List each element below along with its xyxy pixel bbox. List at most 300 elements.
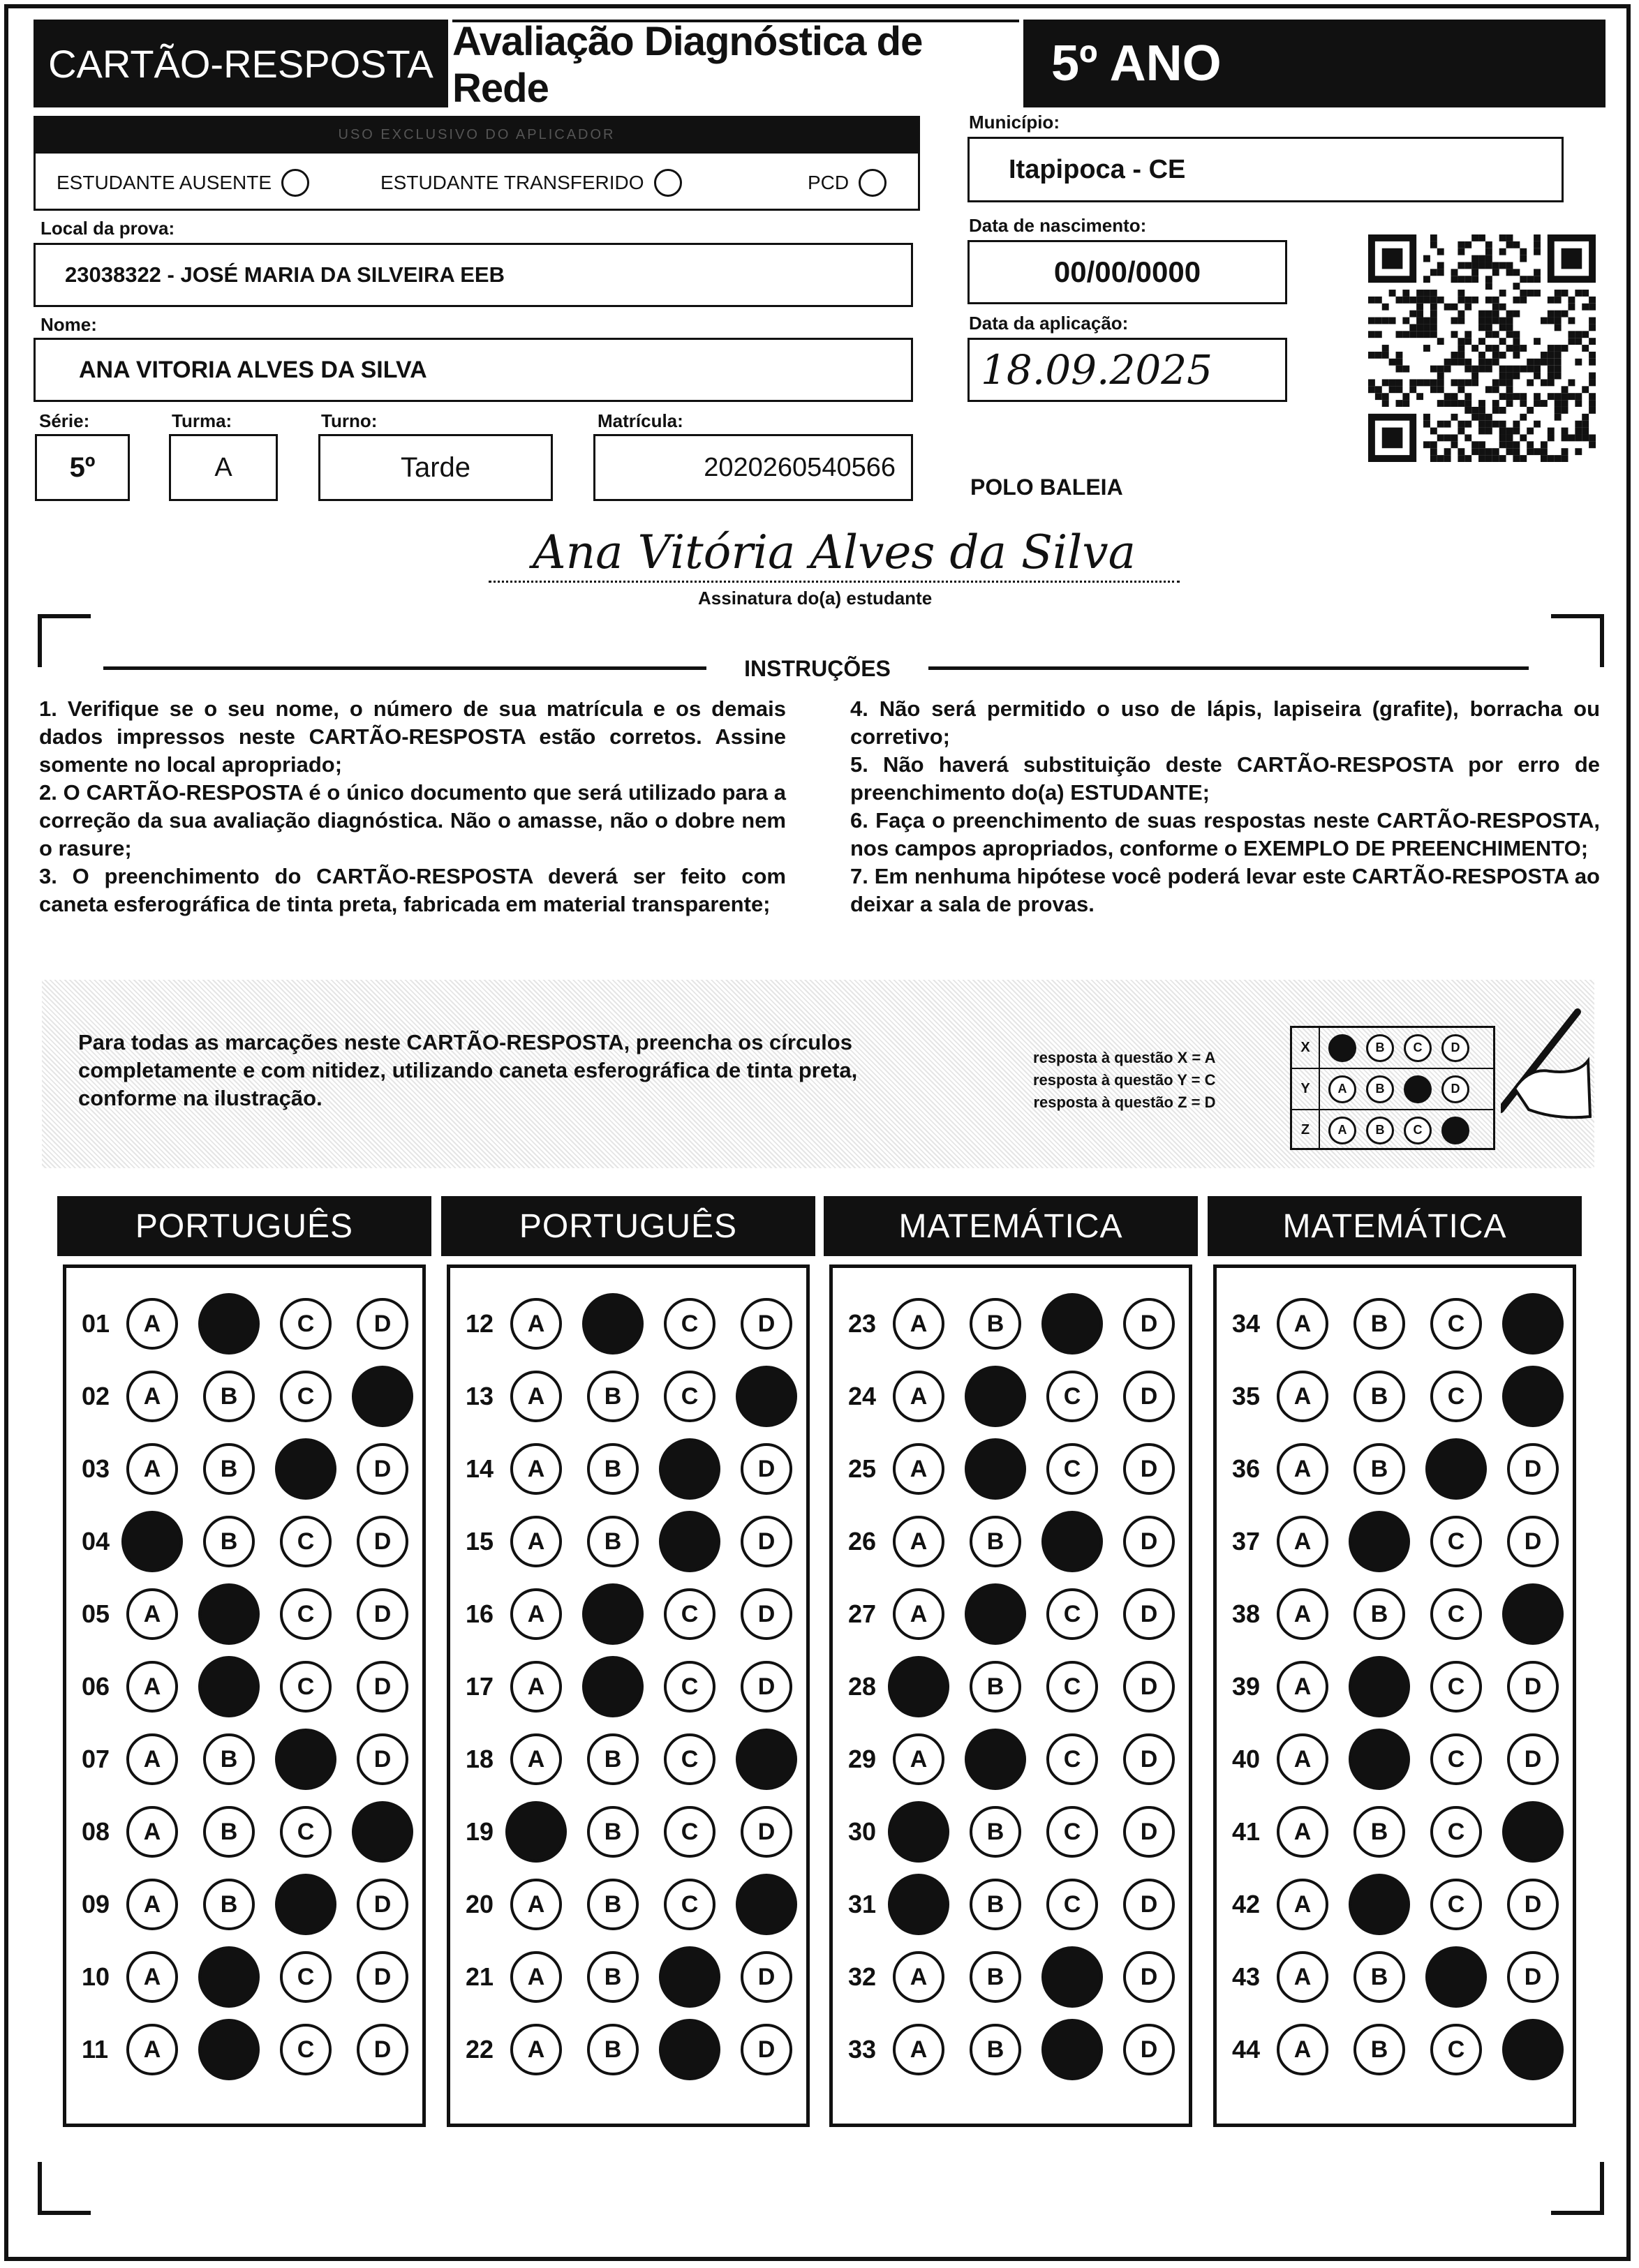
answer-bubble-d[interactable]: D [741, 1298, 792, 1350]
question-number: 16 [466, 1599, 494, 1628]
answer-bubble-b-filled[interactable] [582, 1656, 644, 1717]
question-row [82, 1505, 408, 1578]
answer-bubble-b[interactable]: B [203, 1733, 255, 1785]
answer-bubble-d-filled[interactable] [736, 1366, 797, 1427]
answer-bubble-c-filled[interactable] [1041, 1293, 1103, 1355]
question-number: 24 [848, 1382, 877, 1410]
answer-bubble-a[interactable]: A [893, 1371, 944, 1422]
answer-bubble-a[interactable]: A [126, 1951, 178, 2003]
instruction-1: 1. Verifique se o seu nome, o número de sua matrícula e os demais dados impressos neste CARTÃO-RESPOSTA estão corretos. Assine somente no local apropriado; [39, 696, 786, 777]
example-bubble-c-filled [1404, 1075, 1432, 1103]
answer-bubble-a[interactable]: A [510, 1443, 562, 1495]
answer-bubble-d[interactable]: D [357, 1661, 408, 1713]
answer-bubble-c[interactable]: C [664, 1806, 715, 1858]
answer-bubble-c[interactable]: C [664, 1733, 715, 1785]
answer-bubble-a[interactable]: A [510, 2024, 562, 2075]
answer-bubble-a[interactable]: A [126, 1661, 178, 1713]
example-bubble-b: B [1366, 1075, 1394, 1103]
question-number: 32 [848, 1962, 877, 1991]
answer-bubble-c-filled[interactable] [275, 1729, 336, 1790]
question-number: 15 [466, 1527, 494, 1555]
question-row [82, 1433, 408, 1505]
answer-bubble-d[interactable]: D [1123, 1661, 1175, 1713]
answer-bubble-a[interactable]: A [126, 1806, 178, 1858]
answer-bubble-c[interactable]: C [280, 2024, 332, 2075]
question-number: 42 [1232, 1890, 1261, 1918]
answer-bubble-d[interactable]: D [1123, 1298, 1175, 1350]
answer-bubble-b-filled[interactable] [198, 1656, 260, 1717]
question-row [848, 2013, 1175, 2086]
answer-bubble-c-filled[interactable] [1041, 1511, 1103, 1572]
answer-bubble-d[interactable]: D [1123, 1951, 1175, 2003]
answer-bubble-c-filled[interactable] [1041, 1946, 1103, 2008]
question-number: 44 [1232, 2035, 1261, 2064]
status-transferred[interactable] [380, 169, 682, 197]
answer-bubble-b-filled[interactable] [582, 1293, 644, 1355]
answer-bubble-a[interactable]: A [1277, 1661, 1328, 1713]
answer-bubble-b[interactable]: B [1354, 1371, 1405, 1422]
question-number: 34 [1232, 1309, 1261, 1338]
answer-bubble-a[interactable]: A [1277, 1516, 1328, 1567]
answer-bubble-b[interactable]: B [1354, 1588, 1405, 1640]
example-bubble-b: B [1366, 1117, 1394, 1144]
answer-bubble-c-filled[interactable] [1425, 1946, 1487, 2008]
question-number: 13 [466, 1382, 494, 1410]
answer-bubble-d[interactable]: D [1507, 1661, 1559, 1713]
answer-bubble-c[interactable]: C [1046, 1371, 1098, 1422]
question-number: 01 [82, 1309, 110, 1338]
answer-bubble-b[interactable]: B [587, 1879, 639, 1930]
example-bubble-a-filled [1328, 1034, 1356, 1062]
answer-bubble-d[interactable]: D [1123, 1516, 1175, 1567]
answer-bubble-c[interactable]: C [664, 1298, 715, 1350]
section-box-2 [447, 1264, 810, 2127]
answer-bubble-a-filled[interactable] [121, 1511, 183, 1572]
answer-bubble-c[interactable]: C [1430, 1298, 1482, 1350]
question-row [1232, 1868, 1559, 1941]
answer-bubble-a[interactable]: A [893, 1951, 944, 2003]
question-number: 18 [466, 1745, 494, 1773]
question-row [82, 1578, 408, 1650]
question-number: 07 [82, 1745, 110, 1773]
answer-bubble-d[interactable]: D [741, 2024, 792, 2075]
local-label: Local da prova: [40, 218, 175, 239]
answer-bubble-d[interactable]: D [741, 1443, 792, 1495]
answer-bubble-c[interactable]: C [280, 1661, 332, 1713]
instructions-left-col [39, 695, 786, 918]
answer-bubble-c[interactable]: C [280, 1588, 332, 1640]
question-row [82, 1796, 408, 1868]
example-bubble-d: D [1441, 1075, 1469, 1103]
question-row [1232, 1650, 1559, 1723]
answer-bubble-c-filled[interactable] [659, 2019, 720, 2080]
example-row [1292, 1110, 1493, 1150]
example-bubble-d-filled [1441, 1117, 1469, 1144]
question-number: 12 [466, 1309, 494, 1338]
nascimento-label: Data de nascimento: [969, 215, 1147, 236]
question-row [466, 1288, 792, 1360]
answer-bubble-b[interactable]: B [203, 1879, 255, 1930]
answer-bubble-c[interactable]: C [664, 1371, 715, 1422]
answer-bubble-a[interactable]: A [1277, 1371, 1328, 1422]
question-row [466, 1868, 792, 1941]
answer-bubble-a[interactable]: A [893, 1298, 944, 1350]
answer-bubble-b[interactable]: B [203, 1806, 255, 1858]
answer-bubble-a[interactable]: A [510, 1879, 562, 1930]
answer-bubble-a[interactable]: A [126, 1371, 178, 1422]
question-row [466, 1650, 792, 1723]
answer-bubble-d[interactable]: D [1123, 1806, 1175, 1858]
answer-bubble-b[interactable]: B [203, 1516, 255, 1567]
question-row [1232, 1796, 1559, 1868]
answer-bubble-a[interactable]: A [510, 1661, 562, 1713]
answer-bubble-d[interactable]: D [741, 1661, 792, 1713]
answer-bubble-c[interactable]: C [280, 1516, 332, 1567]
answer-bubble-c[interactable]: C [1430, 1516, 1482, 1567]
status-absent-circle[interactable] [281, 169, 309, 197]
example-grid [1290, 1026, 1495, 1150]
answer-bubble-b[interactable]: B [970, 2024, 1021, 2075]
answer-bubble-b[interactable]: B [587, 1951, 639, 2003]
answer-bubble-b[interactable]: B [587, 1733, 639, 1785]
question-number: 17 [466, 1672, 494, 1701]
question-number: 39 [1232, 1672, 1261, 1701]
example-row [1292, 1069, 1493, 1110]
answer-bubble-b-filled[interactable] [198, 1946, 260, 2008]
example-text: Para todas as marcações neste CARTÃO-RESPOSTA, preencha os círculos completamente e com nitidez, utilizando caneta esferográfica de tinta preta, conforme na ilustração. [78, 1030, 858, 1110]
answer-bubble-b[interactable]: B [203, 1371, 255, 1422]
answer-bubble-d[interactable]: D [1123, 1733, 1175, 1785]
answer-bubble-d-filled[interactable] [1502, 1801, 1564, 1863]
answer-bubble-d[interactable]: D [1123, 1588, 1175, 1640]
answer-bubble-a[interactable]: A [1277, 2024, 1328, 2075]
section-box-1 [63, 1264, 426, 2127]
answer-bubble-b-filled[interactable] [965, 1729, 1026, 1790]
answer-bubble-d[interactable]: D [357, 1733, 408, 1785]
serie-field: 5º [35, 434, 130, 501]
answer-bubble-a[interactable]: A [510, 1516, 562, 1567]
turma-label: Turma: [172, 410, 232, 431]
question-number: 26 [848, 1527, 877, 1555]
question-row [848, 1288, 1175, 1360]
example-legend [1033, 1047, 1215, 1114]
answer-bubble-d[interactable]: D [357, 1298, 408, 1350]
answer-bubble-c[interactable]: C [1430, 1588, 1482, 1640]
answer-bubble-d[interactable]: D [357, 1951, 408, 2003]
question-row [848, 1868, 1175, 1941]
answer-bubble-d[interactable]: D [1123, 1879, 1175, 1930]
question-number: 04 [82, 1527, 110, 1555]
question-row [82, 1941, 408, 2013]
answer-bubble-d-filled[interactable] [1502, 2019, 1564, 2080]
answer-bubble-d[interactable]: D [1123, 1371, 1175, 1422]
answer-bubble-a[interactable]: A [1277, 1951, 1328, 2003]
instructions-rule-left [103, 666, 706, 670]
answer-bubble-a[interactable]: A [510, 1371, 562, 1422]
answer-bubble-b[interactable]: B [587, 2024, 639, 2075]
question-row [848, 1941, 1175, 2013]
serie-label: Série: [39, 410, 90, 431]
answer-bubble-a[interactable]: A [893, 1443, 944, 1495]
instruction-5: 5. Não haverá substituição deste CARTÃO-RESPOSTA por erro de preenchimento do(a) ESTUDANTE; [850, 752, 1600, 805]
legend-x: resposta à questão X = A [1033, 1049, 1216, 1066]
answer-bubble-a-filled[interactable] [888, 1801, 949, 1863]
answer-bubble-c[interactable]: C [1046, 1733, 1098, 1785]
question-number: 14 [466, 1454, 494, 1483]
answer-bubble-a[interactable]: A [1277, 1298, 1328, 1350]
answer-bubble-a[interactable]: A [1277, 1879, 1328, 1930]
question-row [848, 1650, 1175, 1723]
answer-bubble-c[interactable]: C [280, 1298, 332, 1350]
aplicacao-field: 18.09.2025 [967, 338, 1287, 402]
question-row [466, 1505, 792, 1578]
answer-bubble-d[interactable]: D [1507, 1516, 1559, 1567]
answer-bubble-a[interactable]: A [510, 1733, 562, 1785]
pen-hand-illustration [1501, 1005, 1592, 1124]
answer-bubble-c[interactable]: C [280, 1806, 332, 1858]
answer-bubble-c-filled[interactable] [1425, 1438, 1487, 1500]
answer-bubble-c[interactable]: C [664, 1661, 715, 1713]
answer-bubble-c[interactable]: C [1430, 1733, 1482, 1785]
question-number: 09 [82, 1890, 110, 1918]
question-number: 38 [1232, 1599, 1261, 1628]
answer-bubble-b-filled[interactable] [965, 1583, 1026, 1645]
section-header-1: PORTUGUÊS [57, 1196, 431, 1256]
nome-label: Nome: [40, 314, 97, 335]
question-row [1232, 1433, 1559, 1505]
answer-bubble-b[interactable]: B [587, 1443, 639, 1495]
question-row [848, 1578, 1175, 1650]
answer-bubble-b[interactable]: B [1354, 1951, 1405, 2003]
question-row [848, 1433, 1175, 1505]
question-row [466, 2013, 792, 2086]
answer-bubble-d[interactable]: D [357, 1516, 408, 1567]
answer-bubble-d-filled[interactable] [736, 1874, 797, 1935]
answer-bubble-a[interactable]: A [126, 1733, 178, 1785]
signature-label: Assinatura do(a) estudante [698, 588, 933, 609]
answer-bubble-d[interactable]: D [1123, 1443, 1175, 1495]
question-number: 27 [848, 1599, 877, 1628]
turma-field: A [169, 434, 278, 501]
example-row [1292, 1028, 1493, 1069]
question-number: 08 [82, 1817, 110, 1846]
answer-bubble-d[interactable]: D [741, 1951, 792, 2003]
answer-bubble-c[interactable]: C [1430, 1371, 1482, 1422]
answer-bubble-a-filled[interactable] [505, 1801, 567, 1863]
question-row [1232, 1360, 1559, 1433]
answer-bubble-b[interactable]: B [970, 1879, 1021, 1930]
status-absent-label: ESTUDANTE AUSENTE [57, 172, 272, 193]
answer-bubble-a[interactable]: A [510, 1298, 562, 1350]
answer-bubble-b[interactable]: B [970, 1661, 1021, 1713]
answer-bubble-b[interactable]: B [1354, 1298, 1405, 1350]
answer-bubble-d[interactable]: D [357, 1443, 408, 1495]
answer-bubble-a[interactable]: A [126, 1588, 178, 1640]
nascimento-field: 00/00/0000 [967, 240, 1287, 304]
status-absent[interactable] [57, 169, 309, 197]
answer-bubble-c[interactable]: C [1046, 1661, 1098, 1713]
answer-bubble-d[interactable]: D [741, 1588, 792, 1640]
answer-bubble-a[interactable]: A [1277, 1588, 1328, 1640]
answer-bubble-d-filled[interactable] [352, 1366, 413, 1427]
example-key: Z [1292, 1110, 1320, 1150]
answer-bubble-b-filled[interactable] [1349, 1656, 1410, 1717]
question-row [466, 1941, 792, 2013]
answer-bubble-a[interactable]: A [893, 1516, 944, 1567]
question-number: 25 [848, 1454, 877, 1483]
corner-top-left [38, 614, 91, 667]
question-number: 10 [82, 1962, 110, 1991]
section-header-3: MATEMÁTICA [824, 1196, 1198, 1256]
section-box-4 [1213, 1264, 1576, 2127]
question-row [82, 1360, 408, 1433]
answer-bubble-d[interactable]: D [1507, 1951, 1559, 2003]
answer-bubble-d-filled[interactable] [1502, 1583, 1564, 1645]
answer-bubble-b[interactable]: B [1354, 1806, 1405, 1858]
answer-bubble-b[interactable]: B [970, 1806, 1021, 1858]
answer-bubble-c[interactable]: C [280, 1951, 332, 2003]
answer-bubble-d-filled[interactable] [736, 1729, 797, 1790]
answer-bubble-c[interactable]: C [1046, 1879, 1098, 1930]
answer-bubble-b-filled[interactable] [1349, 1874, 1410, 1935]
answer-bubble-c-filled[interactable] [659, 1438, 720, 1500]
answer-bubble-a-filled[interactable] [888, 1656, 949, 1717]
polo-label: POLO BALEIA [970, 475, 1123, 500]
instructions-title: INSTRUÇÕES [744, 656, 891, 681]
matricula-label: Matrícula: [598, 410, 683, 431]
answer-bubble-b[interactable]: B [1354, 2024, 1405, 2075]
answer-bubble-c[interactable]: C [1430, 2024, 1482, 2075]
answer-bubble-d[interactable]: D [357, 1879, 408, 1930]
corner-top-right [1551, 614, 1604, 667]
answer-bubble-a[interactable]: A [126, 1298, 178, 1350]
question-row [848, 1796, 1175, 1868]
answer-bubble-d[interactable]: D [1507, 1443, 1559, 1495]
municipio-field: Itapipoca - CE [967, 137, 1564, 202]
answer-bubble-a-filled[interactable] [888, 1874, 949, 1935]
answer-bubble-b[interactable]: B [587, 1806, 639, 1858]
answer-bubble-d-filled[interactable] [1502, 1366, 1564, 1427]
answer-bubble-c[interactable]: C [1430, 1661, 1482, 1713]
answer-bubble-b[interactable]: B [203, 1443, 255, 1495]
turno-label: Turno: [321, 410, 378, 431]
answer-bubble-d[interactable]: D [357, 1588, 408, 1640]
answer-bubble-b-filled[interactable] [198, 1293, 260, 1355]
example-bubble-a: A [1328, 1075, 1356, 1103]
header-left-title: CARTÃO-RESPOSTA [48, 41, 433, 86]
question-row [848, 1723, 1175, 1796]
question-number: 23 [848, 1309, 877, 1338]
answer-bubble-d[interactable]: D [1123, 2024, 1175, 2075]
answer-bubble-b-filled[interactable] [1349, 1729, 1410, 1790]
answer-bubble-a[interactable]: A [893, 1733, 944, 1785]
instruction-6: 6. Faça o preenchimento de suas respostas neste CARTÃO-RESPOSTA, nos campos apropriados, conforme o EXEMPLO DE PREENCHIMENTO; [850, 808, 1600, 860]
pen-hand-icon [1501, 1005, 1592, 1124]
answer-bubble-b-filled[interactable] [582, 1583, 644, 1645]
legend-y: resposta à questão Y = C [1033, 1071, 1216, 1089]
answer-bubble-d[interactable]: D [1507, 1733, 1559, 1785]
answer-bubble-b[interactable]: B [1354, 1443, 1405, 1495]
answer-bubble-a[interactable]: A [1277, 1443, 1328, 1495]
answer-bubble-b-filled[interactable] [198, 1583, 260, 1645]
status-pcd[interactable] [808, 169, 887, 197]
answer-bubble-a[interactable]: A [126, 1443, 178, 1495]
answer-bubble-b-filled[interactable] [965, 1438, 1026, 1500]
answer-bubble-c-filled[interactable] [275, 1874, 336, 1935]
answer-bubble-d[interactable]: D [357, 2024, 408, 2075]
answer-bubble-c[interactable]: C [664, 1879, 715, 1930]
answer-bubble-a[interactable]: A [510, 1951, 562, 2003]
instructions-rule-right [928, 666, 1529, 670]
answer-bubble-d-filled[interactable] [352, 1801, 413, 1863]
answer-bubble-b-filled[interactable] [965, 1366, 1026, 1427]
answer-bubble-b-filled[interactable] [198, 2019, 260, 2080]
status-pcd-label: PCD [808, 172, 850, 193]
answer-bubble-d[interactable]: D [741, 1516, 792, 1567]
answer-bubble-d-filled[interactable] [1502, 1293, 1564, 1355]
answer-bubble-c[interactable]: C [1430, 1806, 1482, 1858]
instructions-right-col [850, 695, 1600, 918]
answer-bubble-b[interactable]: B [587, 1516, 639, 1567]
status-pcd-circle[interactable] [859, 169, 887, 197]
answer-bubble-a[interactable]: A [893, 1588, 944, 1640]
answer-bubble-b[interactable]: B [970, 1516, 1021, 1567]
answer-bubble-c[interactable]: C [280, 1371, 332, 1422]
question-row [466, 1360, 792, 1433]
question-number: 02 [82, 1382, 110, 1410]
answer-bubble-a[interactable]: A [510, 1588, 562, 1640]
question-number: 31 [848, 1890, 877, 1918]
answer-bubble-c-filled[interactable] [1041, 2019, 1103, 2080]
example-bubble-a: A [1328, 1117, 1356, 1144]
example-key: X [1292, 1028, 1320, 1068]
answer-bubble-b[interactable]: B [970, 1298, 1021, 1350]
nome-field: ANA VITORIA ALVES DA SILVA [34, 338, 913, 402]
question-number: 43 [1232, 1962, 1261, 1991]
answer-bubble-c-filled[interactable] [659, 1511, 720, 1572]
grade-label: 5º ANO [1051, 36, 1222, 91]
answer-bubble-c[interactable]: C [1046, 1806, 1098, 1858]
question-number: 22 [466, 2035, 494, 2064]
question-number: 29 [848, 1745, 877, 1773]
status-box [34, 154, 920, 211]
answer-bubble-c[interactable]: C [1430, 1879, 1482, 1930]
answer-bubble-a[interactable]: A [1277, 1806, 1328, 1858]
answer-bubble-b-filled[interactable] [1349, 1511, 1410, 1572]
answer-bubble-c[interactable]: C [664, 1588, 715, 1640]
instruction-2: 2. O CARTÃO-RESPOSTA é o único documento que será utilizado para a correção da sua avaliação diagnóstica. Não o amasse, não o dobre nem o rasure; [39, 780, 786, 860]
answer-bubble-c[interactable]: C [1046, 1588, 1098, 1640]
answer-bubble-b[interactable]: B [587, 1371, 639, 1422]
example-bubble-b: B [1366, 1034, 1394, 1062]
answer-bubble-d[interactable]: D [1507, 1879, 1559, 1930]
corner-bottom-right [1551, 2162, 1604, 2215]
answer-bubble-c-filled[interactable] [659, 1946, 720, 2008]
question-row [466, 1796, 792, 1868]
answer-bubble-b[interactable]: B [970, 1951, 1021, 2003]
answer-bubble-c-filled[interactable] [275, 1438, 336, 1500]
example-bubble-c: C [1404, 1034, 1432, 1062]
answer-bubble-a[interactable]: A [126, 1879, 178, 1930]
status-transferred-circle[interactable] [654, 169, 682, 197]
answer-bubble-c[interactable]: C [1046, 1443, 1098, 1495]
question-number: 33 [848, 2035, 877, 2064]
example-bubble-d: D [1441, 1034, 1469, 1062]
answer-bubble-a[interactable]: A [126, 2024, 178, 2075]
answer-bubble-a[interactable]: A [893, 2024, 944, 2075]
answer-bubble-d[interactable]: D [741, 1806, 792, 1858]
answer-bubble-a[interactable]: A [1277, 1733, 1328, 1785]
